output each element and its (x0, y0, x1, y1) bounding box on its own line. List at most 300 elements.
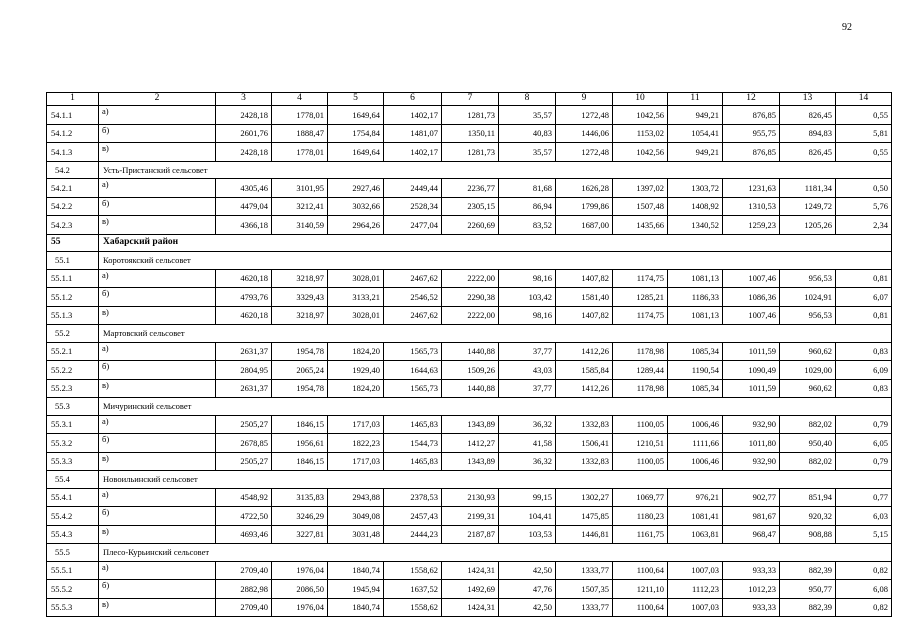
value-cell: 0,50 (836, 179, 892, 198)
council-row (47, 161, 892, 179)
value-cell: 2,34 (836, 216, 892, 235)
council-row (47, 471, 892, 489)
value-cell: 81,68 (499, 179, 556, 198)
value-cell: 908,88 (780, 525, 836, 544)
row-option: б) (99, 288, 216, 307)
value-cell: 1007,46 (723, 269, 780, 288)
value-cell: 1272,48 (556, 143, 613, 162)
value-cell: 1649,64 (328, 106, 384, 125)
value-cell: 1006,46 (668, 452, 723, 471)
value-cell: 2709,40 (216, 561, 272, 580)
value-cell: 37,77 (499, 342, 556, 361)
table-row (47, 342, 892, 361)
value-cell: 1481,07 (384, 124, 442, 143)
district-title: Хабарский район (99, 234, 892, 252)
row-number: 54.1.3 (47, 143, 99, 162)
council-row (47, 252, 892, 270)
value-cell: 103,53 (499, 525, 556, 544)
value-cell: 2709,40 (216, 598, 272, 617)
value-cell: 2130,93 (442, 488, 499, 507)
row-option: в) (99, 598, 216, 617)
value-cell: 2065,24 (272, 361, 328, 380)
value-cell: 1888,47 (272, 124, 328, 143)
value-cell: 1954,78 (272, 342, 328, 361)
value-cell: 4793,76 (216, 288, 272, 307)
value-cell: 0,82 (836, 598, 892, 617)
row-number: 55.4.3 (47, 525, 99, 544)
value-cell: 2199,31 (442, 507, 499, 526)
council-row (47, 325, 892, 343)
value-cell: 1086,36 (723, 288, 780, 307)
value-cell: 2444,23 (384, 525, 442, 544)
value-cell: 1717,03 (328, 415, 384, 434)
value-cell: 1717,03 (328, 452, 384, 471)
value-cell: 1846,15 (272, 452, 328, 471)
value-cell: 1435,66 (613, 216, 668, 235)
table-row (47, 452, 892, 471)
value-cell: 1402,17 (384, 143, 442, 162)
value-cell: 1100,64 (613, 561, 668, 580)
council-title: Плесо-Курьинский сельсовет (99, 544, 892, 562)
value-cell: 1778,01 (272, 106, 328, 125)
value-cell: 4620,18 (216, 269, 272, 288)
row-number: 55.2.3 (47, 379, 99, 398)
value-cell: 3218,97 (272, 269, 328, 288)
value-cell: 894,83 (780, 124, 836, 143)
value-cell: 2467,62 (384, 306, 442, 325)
value-cell: 1509,26 (442, 361, 499, 380)
value-cell: 1343,89 (442, 452, 499, 471)
value-cell: 2467,62 (384, 269, 442, 288)
value-cell: 3028,01 (328, 269, 384, 288)
value-cell: 1011,59 (723, 342, 780, 361)
value-cell: 968,47 (723, 525, 780, 544)
value-cell: 1412,26 (556, 379, 613, 398)
value-cell: 2457,43 (384, 507, 442, 526)
value-cell: 1302,27 (556, 488, 613, 507)
value-cell: 1644,63 (384, 361, 442, 380)
value-cell: 3049,08 (328, 507, 384, 526)
value-cell: 2477,04 (384, 216, 442, 235)
value-cell: 882,39 (780, 561, 836, 580)
row-option: б) (99, 580, 216, 599)
table-row (47, 143, 892, 162)
row-option: в) (99, 452, 216, 471)
value-cell: 6,07 (836, 288, 892, 307)
council-number: 54.2 (47, 161, 99, 179)
value-cell: 6,05 (836, 434, 892, 453)
table-row (47, 580, 892, 599)
value-cell: 6,08 (836, 580, 892, 599)
value-cell: 1475,85 (556, 507, 613, 526)
row-option: а) (99, 488, 216, 507)
value-cell: 2378,53 (384, 488, 442, 507)
value-cell: 1507,35 (556, 580, 613, 599)
value-cell: 950,40 (780, 434, 836, 453)
column-header: 2 (99, 93, 216, 106)
value-cell: 5,15 (836, 525, 892, 544)
value-cell: 2631,37 (216, 342, 272, 361)
value-cell: 86,94 (499, 197, 556, 216)
column-header: 10 (613, 93, 668, 106)
row-option: в) (99, 379, 216, 398)
row-number: 54.1.2 (47, 124, 99, 143)
page-number: 92 (842, 22, 852, 33)
value-cell: 1333,77 (556, 598, 613, 617)
value-cell: 882,39 (780, 598, 836, 617)
table-row (47, 106, 892, 125)
row-number: 55.1.2 (47, 288, 99, 307)
value-cell: 1976,04 (272, 561, 328, 580)
value-cell: 2290,38 (442, 288, 499, 307)
value-cell: 3031,48 (328, 525, 384, 544)
row-option: в) (99, 525, 216, 544)
row-option: б) (99, 124, 216, 143)
column-header: 14 (836, 93, 892, 106)
value-cell: 2546,52 (384, 288, 442, 307)
value-cell: 1424,31 (442, 561, 499, 580)
value-cell: 882,02 (780, 415, 836, 434)
value-cell: 35,57 (499, 143, 556, 162)
value-cell: 1440,88 (442, 379, 499, 398)
value-cell: 1069,77 (613, 488, 668, 507)
value-cell: 932,90 (723, 452, 780, 471)
value-cell: 2804,95 (216, 361, 272, 380)
value-cell: 0,79 (836, 415, 892, 434)
table-row (47, 598, 892, 617)
value-cell: 1412,26 (556, 342, 613, 361)
value-cell: 1340,52 (668, 216, 723, 235)
value-cell: 0,79 (836, 452, 892, 471)
value-cell: 1544,73 (384, 434, 442, 453)
value-cell: 851,94 (780, 488, 836, 507)
value-cell: 104,41 (499, 507, 556, 526)
row-option: а) (99, 342, 216, 361)
value-cell: 2505,27 (216, 452, 272, 471)
column-header: 3 (216, 93, 272, 106)
council-number: 55.3 (47, 398, 99, 416)
table-row (47, 415, 892, 434)
value-cell: 1412,27 (442, 434, 499, 453)
value-cell: 1180,23 (613, 507, 668, 526)
value-cell: 1407,82 (556, 269, 613, 288)
value-cell: 1231,63 (723, 179, 780, 198)
value-cell: 1424,31 (442, 598, 499, 617)
value-cell: 42,50 (499, 598, 556, 617)
value-cell: 1397,02 (613, 179, 668, 198)
row-number: 55.1.3 (47, 306, 99, 325)
value-cell: 949,21 (668, 143, 723, 162)
value-cell: 0,83 (836, 342, 892, 361)
table-row (47, 306, 892, 325)
value-cell: 1303,72 (668, 179, 723, 198)
value-cell: 2449,44 (384, 179, 442, 198)
value-cell: 876,85 (723, 143, 780, 162)
value-cell: 1956,61 (272, 434, 328, 453)
value-cell: 2305,15 (442, 197, 499, 216)
row-option: а) (99, 106, 216, 125)
row-number: 55.3.1 (47, 415, 99, 434)
value-cell: 83,52 (499, 216, 556, 235)
value-cell: 1649,64 (328, 143, 384, 162)
value-cell: 1799,86 (556, 197, 613, 216)
value-cell: 47,76 (499, 580, 556, 599)
column-header: 9 (556, 93, 613, 106)
value-cell: 35,57 (499, 106, 556, 125)
value-cell: 1565,73 (384, 379, 442, 398)
value-cell: 1063,81 (668, 525, 723, 544)
value-cell: 43,03 (499, 361, 556, 380)
value-cell: 1350,11 (442, 124, 499, 143)
row-number: 55.5.3 (47, 598, 99, 617)
value-cell: 1190,54 (668, 361, 723, 380)
value-cell: 1100,05 (613, 452, 668, 471)
value-cell: 3212,41 (272, 197, 328, 216)
value-cell: 3032,66 (328, 197, 384, 216)
value-cell: 4548,92 (216, 488, 272, 507)
value-cell: 1626,28 (556, 179, 613, 198)
row-option: б) (99, 361, 216, 380)
value-cell: 1011,80 (723, 434, 780, 453)
value-cell: 1007,46 (723, 306, 780, 325)
value-cell: 1976,04 (272, 598, 328, 617)
value-cell: 1174,75 (613, 269, 668, 288)
value-cell: 1285,21 (613, 288, 668, 307)
value-cell: 1637,52 (384, 580, 442, 599)
value-cell: 5,81 (836, 124, 892, 143)
value-cell: 1945,94 (328, 580, 384, 599)
value-cell: 36,32 (499, 415, 556, 434)
value-cell: 1259,23 (723, 216, 780, 235)
value-cell: 2927,46 (328, 179, 384, 198)
value-cell: 6,03 (836, 507, 892, 526)
tariff-table (46, 92, 892, 617)
council-row (47, 398, 892, 416)
value-cell: 98,16 (499, 269, 556, 288)
value-cell: 1272,48 (556, 106, 613, 125)
value-cell: 3218,97 (272, 306, 328, 325)
row-number: 55.1.1 (47, 269, 99, 288)
value-cell: 1840,74 (328, 561, 384, 580)
value-cell: 1332,83 (556, 452, 613, 471)
value-cell: 950,77 (780, 580, 836, 599)
value-cell: 99,15 (499, 488, 556, 507)
value-cell: 1565,73 (384, 342, 442, 361)
value-cell: 1181,34 (780, 179, 836, 198)
value-cell: 1440,88 (442, 342, 499, 361)
value-cell: 3246,29 (272, 507, 328, 526)
value-cell: 3329,43 (272, 288, 328, 307)
row-number: 55.2.1 (47, 342, 99, 361)
value-cell: 1585,84 (556, 361, 613, 380)
table-row (47, 379, 892, 398)
column-header: 13 (780, 93, 836, 106)
council-number: 55.2 (47, 325, 99, 343)
value-cell: 103,42 (499, 288, 556, 307)
value-cell: 932,90 (723, 415, 780, 434)
row-number: 54.2.1 (47, 179, 99, 198)
row-number: 55.3.2 (47, 434, 99, 453)
table-row (47, 288, 892, 307)
value-cell: 1100,05 (613, 415, 668, 434)
value-cell: 1153,02 (613, 124, 668, 143)
value-cell: 1081,13 (668, 306, 723, 325)
value-cell: 0,81 (836, 269, 892, 288)
value-cell: 1174,75 (613, 306, 668, 325)
value-cell: 1011,59 (723, 379, 780, 398)
value-cell: 1211,10 (613, 580, 668, 599)
value-cell: 6,09 (836, 361, 892, 380)
value-cell: 1178,98 (613, 342, 668, 361)
header-row (47, 93, 892, 106)
council-number: 55.1 (47, 252, 99, 270)
value-cell: 960,62 (780, 379, 836, 398)
value-cell: 2222,00 (442, 269, 499, 288)
value-cell: 3140,59 (272, 216, 328, 235)
value-cell: 976,21 (668, 488, 723, 507)
row-option: в) (99, 216, 216, 235)
value-cell: 2086,50 (272, 580, 328, 599)
value-cell: 1024,91 (780, 288, 836, 307)
value-cell: 3135,83 (272, 488, 328, 507)
value-cell: 1333,77 (556, 561, 613, 580)
value-cell: 3028,01 (328, 306, 384, 325)
table-row (47, 197, 892, 216)
column-header: 12 (723, 93, 780, 106)
value-cell: 1054,41 (668, 124, 723, 143)
value-cell: 0,55 (836, 106, 892, 125)
table-row (47, 216, 892, 235)
value-cell: 4722,50 (216, 507, 272, 526)
value-cell: 1824,20 (328, 342, 384, 361)
value-cell: 902,77 (723, 488, 780, 507)
value-cell: 2428,18 (216, 143, 272, 162)
value-cell: 1281,73 (442, 143, 499, 162)
value-cell: 5,76 (836, 197, 892, 216)
value-cell: 1492,69 (442, 580, 499, 599)
value-cell: 2505,27 (216, 415, 272, 434)
column-header: 7 (442, 93, 499, 106)
value-cell: 1161,75 (613, 525, 668, 544)
row-option: в) (99, 143, 216, 162)
value-cell: 1954,78 (272, 379, 328, 398)
value-cell: 1558,62 (384, 598, 442, 617)
row-number: 55.3.3 (47, 452, 99, 471)
value-cell: 2882,98 (216, 580, 272, 599)
value-cell: 4620,18 (216, 306, 272, 325)
row-number: 55.4.2 (47, 507, 99, 526)
value-cell: 1465,83 (384, 452, 442, 471)
value-cell: 826,45 (780, 143, 836, 162)
value-cell: 1824,20 (328, 379, 384, 398)
row-option: б) (99, 197, 216, 216)
value-cell: 1007,03 (668, 598, 723, 617)
table-row (47, 434, 892, 453)
table-row (47, 488, 892, 507)
value-cell: 1081,13 (668, 269, 723, 288)
value-cell: 1840,74 (328, 598, 384, 617)
value-cell: 1205,26 (780, 216, 836, 235)
value-cell: 1007,03 (668, 561, 723, 580)
value-cell: 40,83 (499, 124, 556, 143)
value-cell: 1042,56 (613, 143, 668, 162)
value-cell: 1085,34 (668, 379, 723, 398)
row-number: 54.2.3 (47, 216, 99, 235)
value-cell: 1846,15 (272, 415, 328, 434)
table-row (47, 179, 892, 198)
value-cell: 2428,18 (216, 106, 272, 125)
value-cell: 2943,88 (328, 488, 384, 507)
table-row (47, 507, 892, 526)
value-cell: 1402,17 (384, 106, 442, 125)
value-cell: 933,33 (723, 561, 780, 580)
value-cell: 981,67 (723, 507, 780, 526)
value-cell: 3101,95 (272, 179, 328, 198)
value-cell: 1006,46 (668, 415, 723, 434)
value-cell: 1178,98 (613, 379, 668, 398)
value-cell: 1778,01 (272, 143, 328, 162)
district-number: 55 (47, 234, 99, 252)
column-header: 8 (499, 93, 556, 106)
value-cell: 1822,23 (328, 434, 384, 453)
value-cell: 1085,34 (668, 342, 723, 361)
value-cell: 4479,04 (216, 197, 272, 216)
value-cell: 4693,46 (216, 525, 272, 544)
value-cell: 1332,83 (556, 415, 613, 434)
value-cell: 1111,66 (668, 434, 723, 453)
value-cell: 1446,06 (556, 124, 613, 143)
value-cell: 1408,92 (668, 197, 723, 216)
column-header: 4 (272, 93, 328, 106)
column-header: 1 (47, 93, 99, 106)
value-cell: 2222,00 (442, 306, 499, 325)
column-header: 5 (328, 93, 384, 106)
value-cell: 1558,62 (384, 561, 442, 580)
value-cell: 0,81 (836, 306, 892, 325)
column-header: 6 (384, 93, 442, 106)
value-cell: 882,02 (780, 452, 836, 471)
value-cell: 3133,21 (328, 288, 384, 307)
value-cell: 2631,37 (216, 379, 272, 398)
value-cell: 1687,00 (556, 216, 613, 235)
value-cell: 0,77 (836, 488, 892, 507)
row-number: 55.4.1 (47, 488, 99, 507)
value-cell: 0,83 (836, 379, 892, 398)
value-cell: 1310,53 (723, 197, 780, 216)
council-title: Мартовский сельсовет (99, 325, 892, 343)
value-cell: 1929,40 (328, 361, 384, 380)
value-cell: 36,32 (499, 452, 556, 471)
value-cell: 1281,73 (442, 106, 499, 125)
value-cell: 1210,51 (613, 434, 668, 453)
column-header: 11 (668, 93, 723, 106)
value-cell: 98,16 (499, 306, 556, 325)
value-cell: 876,85 (723, 106, 780, 125)
row-option: а) (99, 269, 216, 288)
value-cell: 2260,69 (442, 216, 499, 235)
value-cell: 955,75 (723, 124, 780, 143)
value-cell: 1289,44 (613, 361, 668, 380)
value-cell: 826,45 (780, 106, 836, 125)
row-number: 55.5.1 (47, 561, 99, 580)
value-cell: 4305,46 (216, 179, 272, 198)
value-cell: 2528,34 (384, 197, 442, 216)
value-cell: 1186,33 (668, 288, 723, 307)
value-cell: 2678,85 (216, 434, 272, 453)
value-cell: 2601,76 (216, 124, 272, 143)
value-cell: 2236,77 (442, 179, 499, 198)
district-row (47, 234, 892, 252)
